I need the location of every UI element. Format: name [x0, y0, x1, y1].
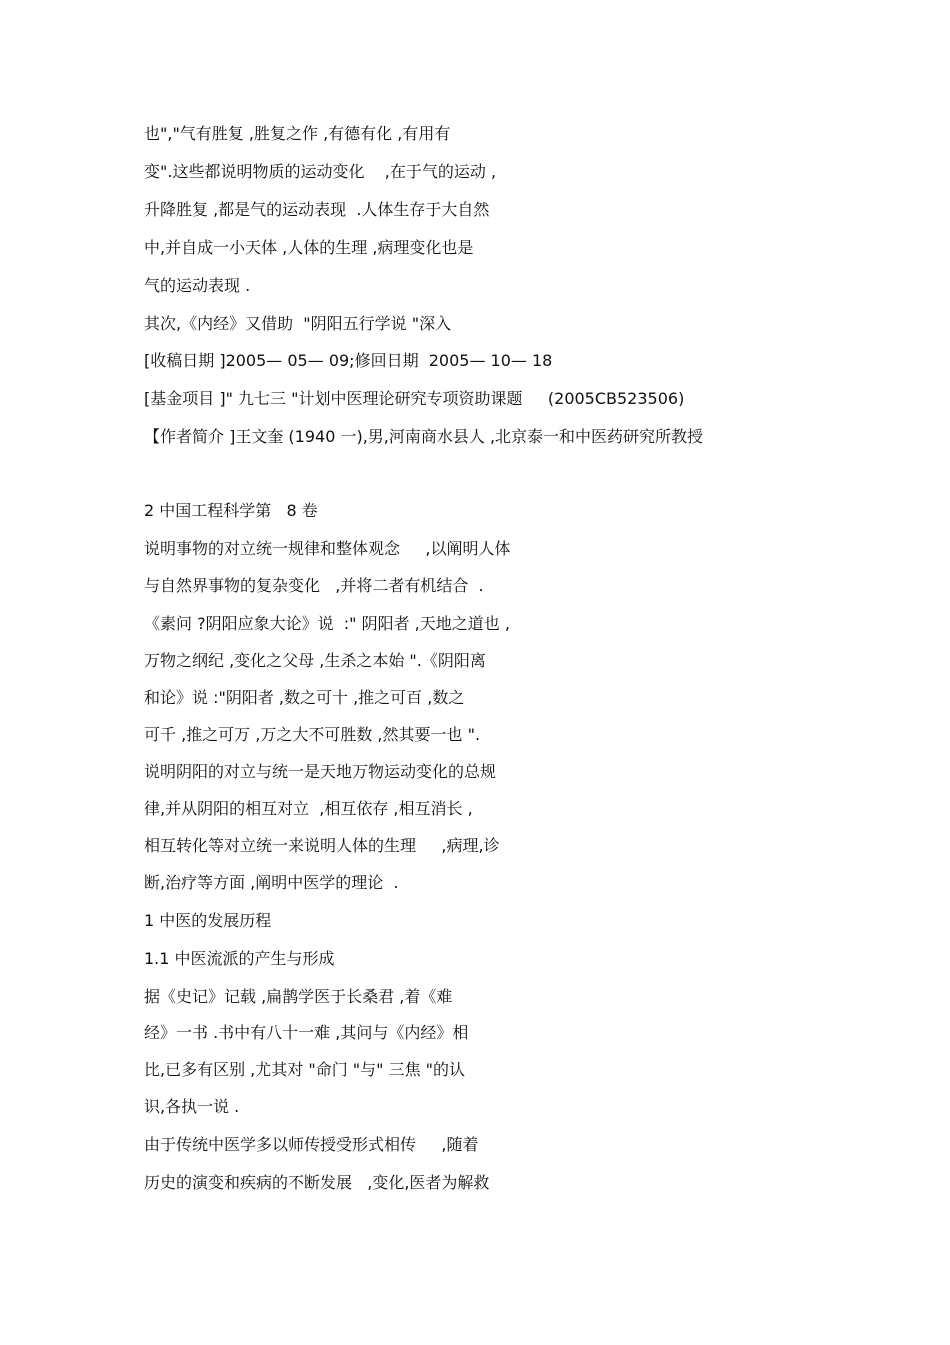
- text-line: 断,治疗等方面 ,阐明中医学的理论 .: [144, 873, 399, 892]
- text-line: 识,各执一说 .: [144, 1097, 240, 1116]
- received-date-line: [收稿日期 ]2005— 05— 09;修回日期 2005— 10— 18: [144, 351, 553, 370]
- text-line: 和论》说 :"阴阳者 ,数之可十 ,推之可百 ,数之: [144, 688, 465, 707]
- text-line: 律,并从阴阳的相互对立 ,相互依存 ,相互消长 ,: [144, 799, 473, 818]
- text-line: 与自然界事物的复杂变化 ,并将二者有机结合 .: [144, 576, 484, 595]
- text-line: 气的运动表现 .: [144, 276, 251, 295]
- text-line: 也","气有胜复 ,胜复之作 ,有德有化 ,有用有: [144, 124, 451, 143]
- text-line: 说明阴阳的对立与统一是天地万物运动变化的总规: [144, 762, 497, 781]
- text-line: 经》一书 .书中有八十一难 ,其问与《内经》相: [144, 1023, 469, 1042]
- text-line: 可千 ,推之可万 ,万之大不可胜数 ,然其要一也 ".: [144, 725, 481, 744]
- text-line: 升降胜复 ,都是气的运动表现 .人体生存于大自然: [144, 200, 490, 219]
- text-line: 由于传统中医学多以师传授受形式相传 ,随着: [144, 1135, 479, 1154]
- text-line: 其次,《内经》又借助 "阴阳五行学说 "深入: [144, 314, 452, 333]
- text-line: 据《史记》记载 ,扁鹊学医于长桑君 ,着《难: [144, 987, 453, 1006]
- author-profile-line: 【作者简介 ]王文奎 (1940 一),男,河南商水县人 ,北京泰一和中医药研究所教授: [144, 427, 704, 446]
- text-line: 比,已多有区别 ,尤其对 "命门 "与" 三焦 "的认: [144, 1060, 466, 1079]
- text-line: 中,并自成一小天体 ,人体的生理 ,病理变化也是: [144, 238, 474, 257]
- text-line: 相互转化等对立统一来说明人体的生理 ,病理,诊: [144, 836, 500, 855]
- page-header-line: 2 中国工程科学第 8 卷: [144, 501, 318, 520]
- text-line: 说明事物的对立统一规律和整体观念 ,以阐明人体: [144, 539, 511, 558]
- text-line: 历史的演变和疾病的不断发展 ,变化,医者为解救: [144, 1173, 490, 1192]
- subsection-heading: 1.1 中医流派的产生与形成: [144, 949, 335, 968]
- text-line: 万物之纲纪 ,变化之父母 ,生杀之本始 ".《阴阳离: [144, 651, 486, 670]
- fund-project-line: [基金项目 ]" 九七三 "计划中医理论研究专项资助课题 (2005CB523506): [144, 389, 685, 408]
- text-line: 《素问 ?阴阳应象大论》说 :" 阴阳者 ,天地之道也 ,: [144, 614, 510, 633]
- section-heading: 1 中医的发展历程: [144, 911, 272, 930]
- text-line: 变".这些都说明物质的运动变化 ,在于气的运动 ,: [144, 162, 497, 181]
